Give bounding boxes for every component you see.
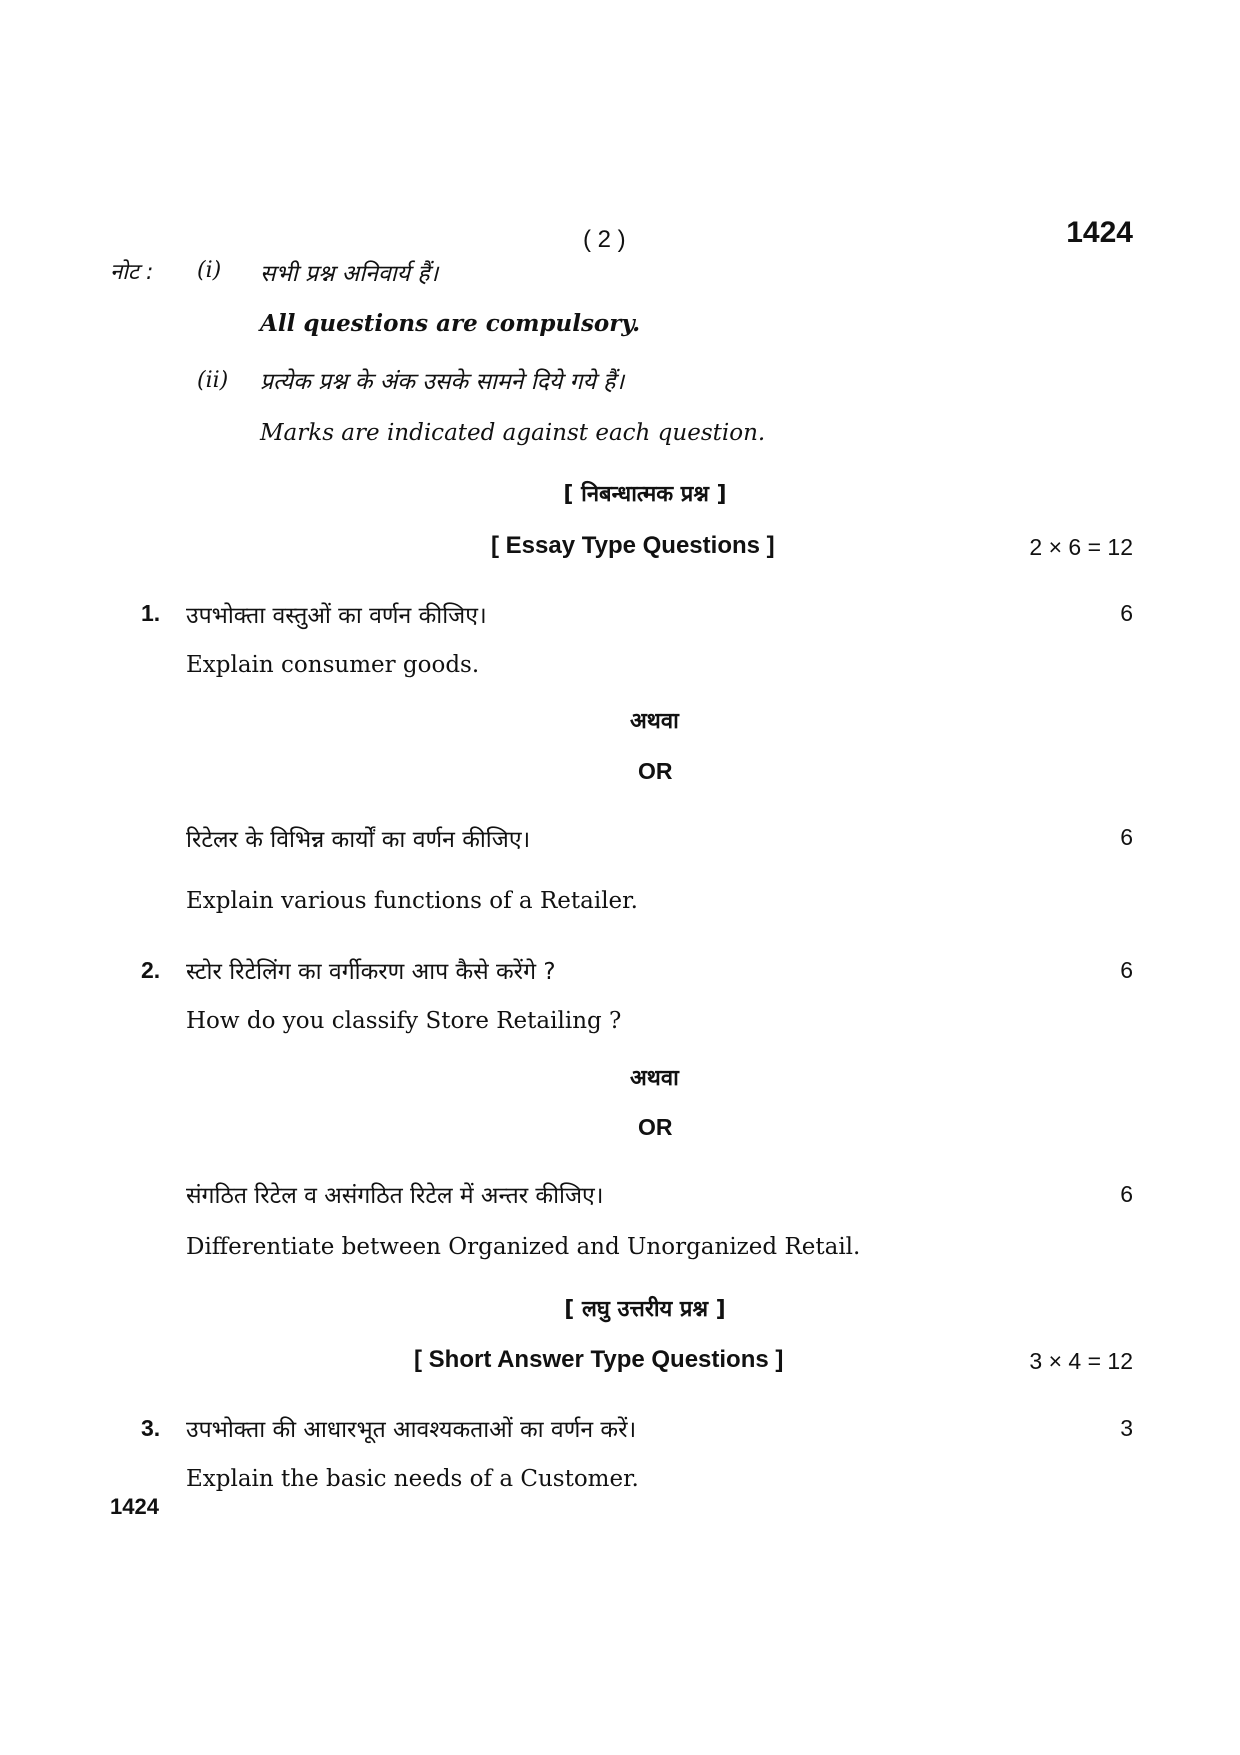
question-2-alt-hindi: संगठित रिटेल व असंगठित रिटेल में अन्तर कीजिए।	[186, 1183, 604, 1209]
paper-code-top: 1424	[1066, 216, 1133, 249]
paper-code-bottom: 1424	[110, 1494, 159, 1519]
note-item-1-english: All questions are compulsory.	[260, 310, 641, 337]
question-2-english: How do you classify Store Retailing ?	[186, 1008, 622, 1034]
question-2-alt-marks: 6	[1120, 1181, 1133, 1207]
note-item-1-num: (i)	[197, 258, 222, 283]
question-1-alt-english: Explain various functions of a Retailer.	[186, 888, 638, 914]
note-label: नोट :	[110, 260, 154, 285]
section-a-title-hindi: [ निबन्धात्मक प्रश्न ]	[563, 482, 727, 507]
question-2-hindi: स्टोर रिटेलिंग का वर्गीकरण आप कैसे करेंगे ?	[186, 959, 556, 985]
section-b-marks-formula: 3 × 4 = 12	[1029, 1348, 1133, 1374]
note-item-2-english: Marks are indicated against each question.	[260, 420, 766, 446]
page-number: ( 2 )	[583, 226, 626, 253]
question-1-alt-hindi: रिटेलर के विभिन्न कार्यों का वर्णन कीजिए।	[186, 827, 531, 853]
question-1-marks: 6	[1120, 600, 1133, 626]
question-1-english: Explain consumer goods.	[186, 652, 480, 678]
question-2-marks: 6	[1120, 957, 1133, 983]
question-2-number: 2.	[141, 957, 161, 983]
question-1-hindi: उपभोक्ता वस्तुओं का वर्णन कीजिए।	[186, 603, 487, 629]
question-1-alt-marks: 6	[1120, 824, 1133, 850]
section-a-title-english: [ Essay Type Questions ]	[491, 532, 775, 559]
section-b-title-hindi: [ लघु उत्तरीय प्रश्न ]	[564, 1297, 726, 1322]
question-3-number: 3.	[141, 1415, 161, 1441]
note-item-1-hindi: सभी प्रश्न अनिवार्य हैं।	[260, 261, 439, 287]
question-2-or-hindi: अथवा	[630, 1066, 679, 1091]
section-a-marks-formula: 2 × 6 = 12	[1029, 534, 1133, 560]
question-1-number: 1.	[141, 600, 161, 626]
question-1-or-english: OR	[638, 758, 673, 784]
question-3-marks: 3	[1120, 1415, 1133, 1441]
note-item-2-num: (ii)	[197, 368, 229, 393]
section-b-title-english: [ Short Answer Type Questions ]	[414, 1346, 784, 1373]
question-3-hindi: उपभोक्ता की आधारभूत आवश्यकताओं का वर्णन करें।	[186, 1417, 637, 1443]
question-2-alt-english: Differentiate between Organized and Unorganized Retail.	[186, 1234, 861, 1260]
note-item-2-hindi: प्रत्येक प्रश्न के अंक उसके सामने दिये गये हैं।	[260, 369, 625, 395]
question-2-or-english: OR	[638, 1114, 673, 1140]
question-3-english: Explain the basic needs of a Customer.	[186, 1466, 639, 1492]
question-1-or-hindi: अथवा	[630, 709, 679, 734]
